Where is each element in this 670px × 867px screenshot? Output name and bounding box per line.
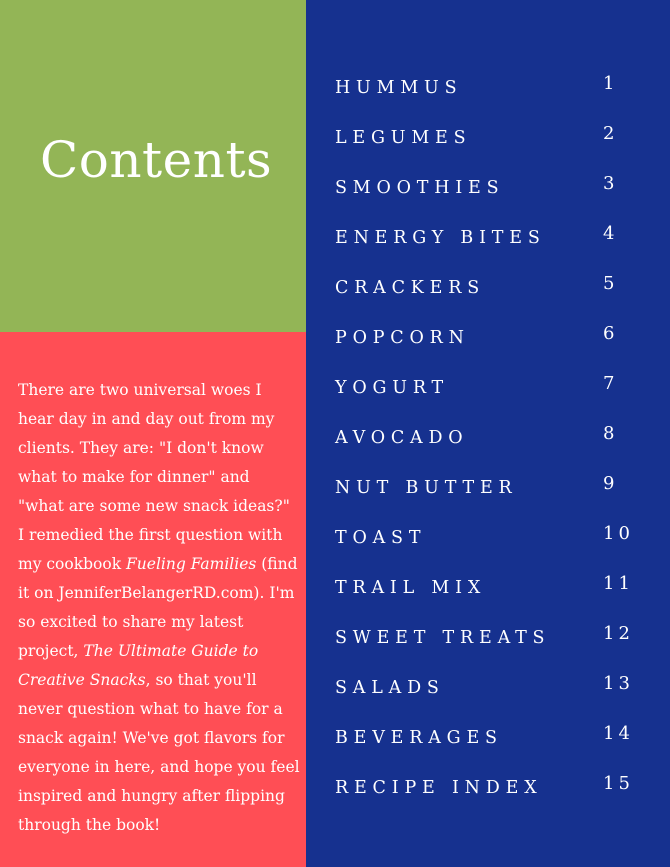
toc-item-page-number: 1 [603, 73, 619, 94]
toc-item-page-number: 13 [603, 673, 634, 694]
toc-item-page-number: 7 [603, 373, 619, 394]
toc-item-avocado[interactable] [335, 423, 645, 453]
toc-item-label: TRAIL MIX [335, 578, 487, 598]
toc-item-label: CRACKERS [335, 278, 486, 298]
toc-item-label: BEVERAGES [335, 728, 503, 748]
title-panel [0, 0, 306, 332]
intro-panel [0, 332, 306, 867]
toc-item-page-number: 12 [603, 623, 634, 644]
toc-item-recipe-index[interactable] [335, 773, 645, 803]
toc-item-label: YOGURT [335, 378, 449, 398]
toc-item-legumes[interactable] [335, 123, 645, 153]
page-title: Contents [40, 131, 273, 189]
toc-item-label: AVOCADO [335, 428, 469, 448]
toc-item-sweet-treats[interactable] [335, 623, 645, 653]
toc-item-label: ENERGY BITES [335, 228, 546, 248]
toc-item-label: SMOOTHIES [335, 178, 505, 198]
toc-item-label: HUMMUS [335, 78, 463, 98]
toc-item-trail-mix[interactable] [335, 573, 645, 603]
toc-item-page-number: 4 [603, 223, 619, 244]
toc-item-smoothies[interactable] [335, 173, 645, 203]
toc-item-energy-bites[interactable] [335, 223, 645, 253]
toc-item-yogurt[interactable] [335, 373, 645, 403]
toc-item-page-number: 6 [603, 323, 619, 344]
toc-item-crackers[interactable] [335, 273, 645, 303]
toc-item-page-number: 11 [603, 573, 634, 594]
intro-text-part1: There are two universal woes I hear day in and day out from my clients. They are: "I don't know what to make for dinner" and "what are some new snack ideas?" I remedied the first question with my cookbook [18, 381, 290, 573]
table-of-contents [306, 0, 670, 867]
toc-item-label: LEGUMES [335, 128, 472, 148]
toc-item-page-number: 10 [603, 523, 634, 544]
toc-item-nut-butter[interactable] [335, 473, 645, 503]
toc-item-salads[interactable] [335, 673, 645, 703]
toc-item-page-number: 2 [603, 123, 619, 144]
toc-item-label: RECIPE INDEX [335, 778, 543, 798]
toc-item-page-number: 15 [603, 773, 634, 794]
book-title-fueling-families: Fueling Families [126, 555, 257, 573]
toc-item-label: POPCORN [335, 328, 470, 348]
toc-item-page-number: 8 [603, 423, 619, 444]
toc-item-beverages[interactable] [335, 723, 645, 753]
toc-item-label: NUT BUTTER [335, 478, 518, 498]
toc-item-toast[interactable] [335, 523, 645, 553]
intro-paragraph [18, 376, 300, 840]
toc-item-page-number: 14 [603, 723, 634, 744]
toc-item-hummus[interactable] [335, 73, 645, 103]
toc-item-label: SALADS [335, 678, 445, 698]
toc-item-page-number: 9 [603, 473, 619, 494]
toc-item-page-number: 5 [603, 273, 619, 294]
toc-item-label: TOAST [335, 528, 427, 548]
book-title-creative-snacks: The Ultimate Guide to Creative Snacks [18, 642, 259, 689]
toc-item-label: SWEET TREATS [335, 628, 551, 648]
intro-text-part3: , so that you'll never question what to have for a snack again! We've got flavors for everyone in here, and hope you feel inspired and hungry after flipping through the book! [18, 671, 300, 834]
toc-item-popcorn[interactable] [335, 323, 645, 353]
toc-item-page-number: 3 [603, 173, 619, 194]
intro-text-part2: (find it on JenniferBelangerRD.com). I'm so excited to share my latest project, [18, 555, 298, 660]
